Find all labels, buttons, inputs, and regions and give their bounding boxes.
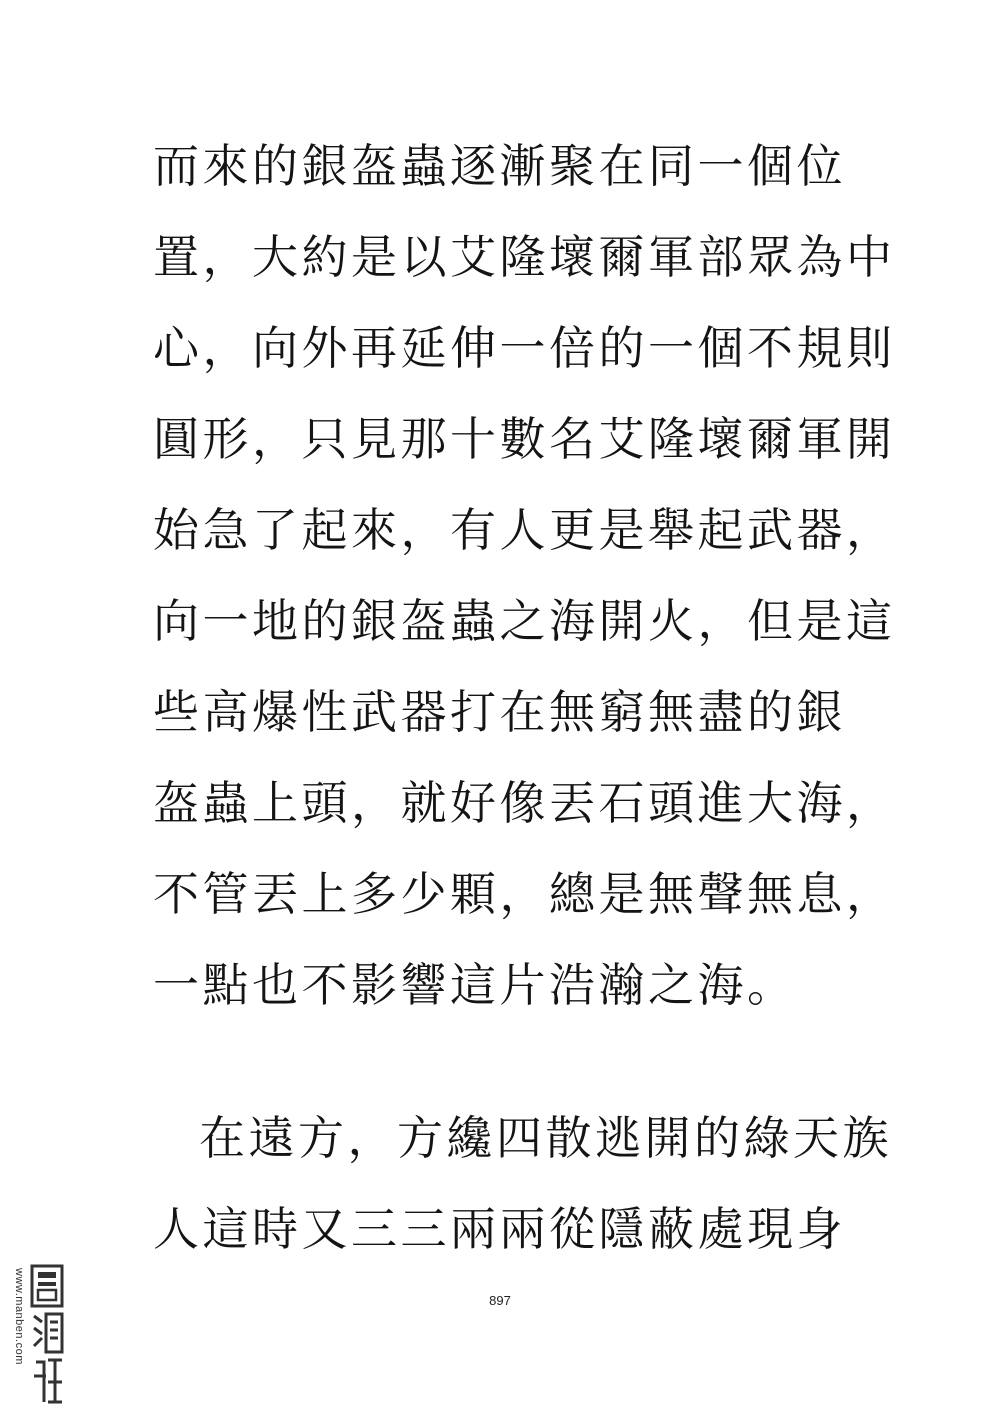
body-text-line: 圓形，只見那十數名艾隆壞爾軍開 [153, 412, 896, 466]
manben-logo-icon [30, 1264, 64, 1406]
body-text-line: 些高爆性武器打在無窮無盡的銀 [153, 685, 846, 739]
body-text-line: 而來的銀盔蟲逐漸聚在同一個位 [153, 139, 846, 193]
body-text-line: 心，向外再延伸一倍的一個不規則 [153, 321, 896, 375]
body-text-line: 向一地的銀盔蟲之海開火，但是這 [153, 594, 896, 648]
watermark [8, 1262, 66, 1408]
paragraph-first-line: 在遠方，方纔四散逃開的綠天族 [199, 1111, 892, 1165]
body-text-line: 一點也不影響這片浩瀚之海。 [153, 958, 797, 1012]
body-text-line: 盔蟲上頭，就好像丟石頭進大海， [153, 776, 896, 830]
watermark-url: www.manben.com [13, 1268, 25, 1365]
page-number: 897 [489, 1293, 511, 1308]
body-text-line: 人這時又三三兩兩從隱蔽處現身 [153, 1202, 846, 1256]
body-text-line: 始急了起來，有人更是舉起武器， [153, 503, 896, 557]
body-text-line: 不管丟上多少顆，總是無聲無息， [153, 867, 896, 921]
body-text-line: 置，大約是以艾隆壞爾軍部眾為中 [153, 230, 896, 284]
